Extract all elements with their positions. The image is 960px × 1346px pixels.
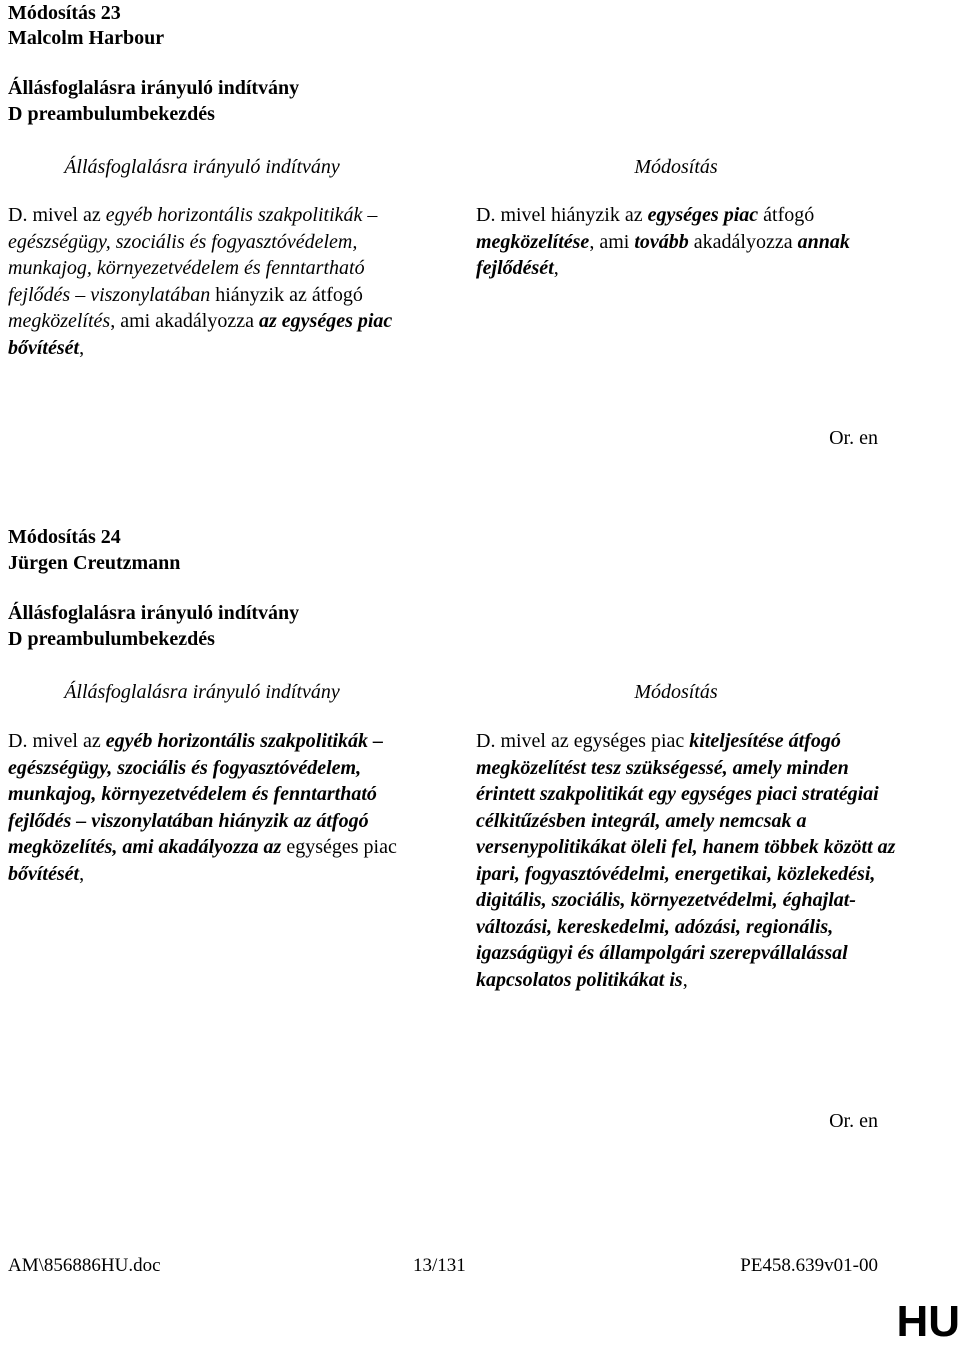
- text-run: , ami akadályozza: [110, 310, 259, 332]
- amendment-number: Módosítás 24: [8, 526, 121, 548]
- text-run: akadályozza: [688, 230, 798, 253]
- text-run: egységes piac: [647, 204, 759, 226]
- original-language: Or. en: [829, 1110, 878, 1132]
- text-run: ,: [553, 257, 559, 279]
- right-column-heading: Módosítás: [634, 156, 718, 178]
- amendment-reference: D preambulumbekezdés: [8, 103, 215, 125]
- right-column-heading: Módosítás: [634, 681, 718, 703]
- amended-text: [476, 202, 896, 282]
- text-run: ,: [682, 968, 688, 991]
- text-run: , ami: [589, 230, 635, 253]
- text-run: D. mivel az: [8, 204, 106, 226]
- text-run: megközelítése: [476, 230, 590, 253]
- footer-filename: AM\856886HU.doc: [8, 1255, 161, 1276]
- text-run: D. mivel az egységes piac: [476, 730, 690, 752]
- amendment-document-type: Állásfoglalásra irányuló indítvány: [8, 602, 300, 624]
- amended-text: [476, 728, 896, 993]
- text-run: bővítését: [8, 862, 80, 885]
- text-run: egyéb horizontális szakpolitikák – egészségügy, szociális és fogyasztóvédelem, munkajog, környezetvédelem és fenntartható fejlődés – viszonylatában hiányzik az átfogó megközelítés, ami akadályozza az: [8, 730, 383, 858]
- left-column-heading: Állásfoglalásra irányuló indítvány: [64, 156, 340, 178]
- amendment-reference: D preambulumbekezdés: [8, 628, 215, 650]
- text-run: megközelítés: [8, 310, 111, 332]
- text-run: kiteljesítése átfogó megközelítést tesz szükségessé, amely minden érintett szakpolitikát egy egységes piaci stratégiai célkitűzésben integrál, amely nemcsak a versenypolitikákat öleli fel, hanem többek között az ipari, fogyasztóvédelmi, energetikai, közlekedési, digitális, szociális, környezetvédelmi, éghajlat-változási, kereskedelmi, adózási, regionális, igazságügyi és állampolgári szerepvállalással kapcsolatos politikákat is: [476, 730, 896, 991]
- original-text: [8, 202, 428, 361]
- text-run: D. mivel hiányzik az: [476, 204, 648, 226]
- text-run: egységes piac: [281, 836, 397, 858]
- text-run: tovább: [634, 230, 689, 253]
- text-run: ,: [79, 336, 85, 359]
- text-run: egyéb horizontális szakpolitikák – egészségügy, szociális és fogyasztóvédelem, munkajog, környezetvédelem és fenntartható fejlődés – viszonylatában: [8, 204, 378, 306]
- text-run: az egységes piac bővítését: [8, 310, 393, 359]
- text-run: átfogó: [758, 204, 815, 226]
- footer-reference: PE458.639v01-00: [740, 1255, 878, 1276]
- text-run: ,: [79, 862, 85, 885]
- amendment-document-type: Állásfoglalásra irányuló indítvány: [8, 77, 300, 99]
- amendment-author: Jürgen Creutzmann: [8, 552, 181, 574]
- amendment-number: Módosítás 23: [8, 2, 121, 24]
- original-language: Or. en: [829, 427, 878, 449]
- text-run: hiányzik az átfogó: [210, 283, 363, 306]
- language-code: HU: [896, 1297, 960, 1346]
- text-run: annak fejlődését: [476, 230, 850, 279]
- text-run: D. mivel az: [8, 730, 106, 752]
- left-column-heading: Állásfoglalásra irányuló indítvány: [64, 681, 340, 703]
- footer-page-number: 13/131: [413, 1255, 466, 1276]
- original-text: [8, 728, 428, 887]
- amendment-author: Malcolm Harbour: [8, 27, 165, 49]
